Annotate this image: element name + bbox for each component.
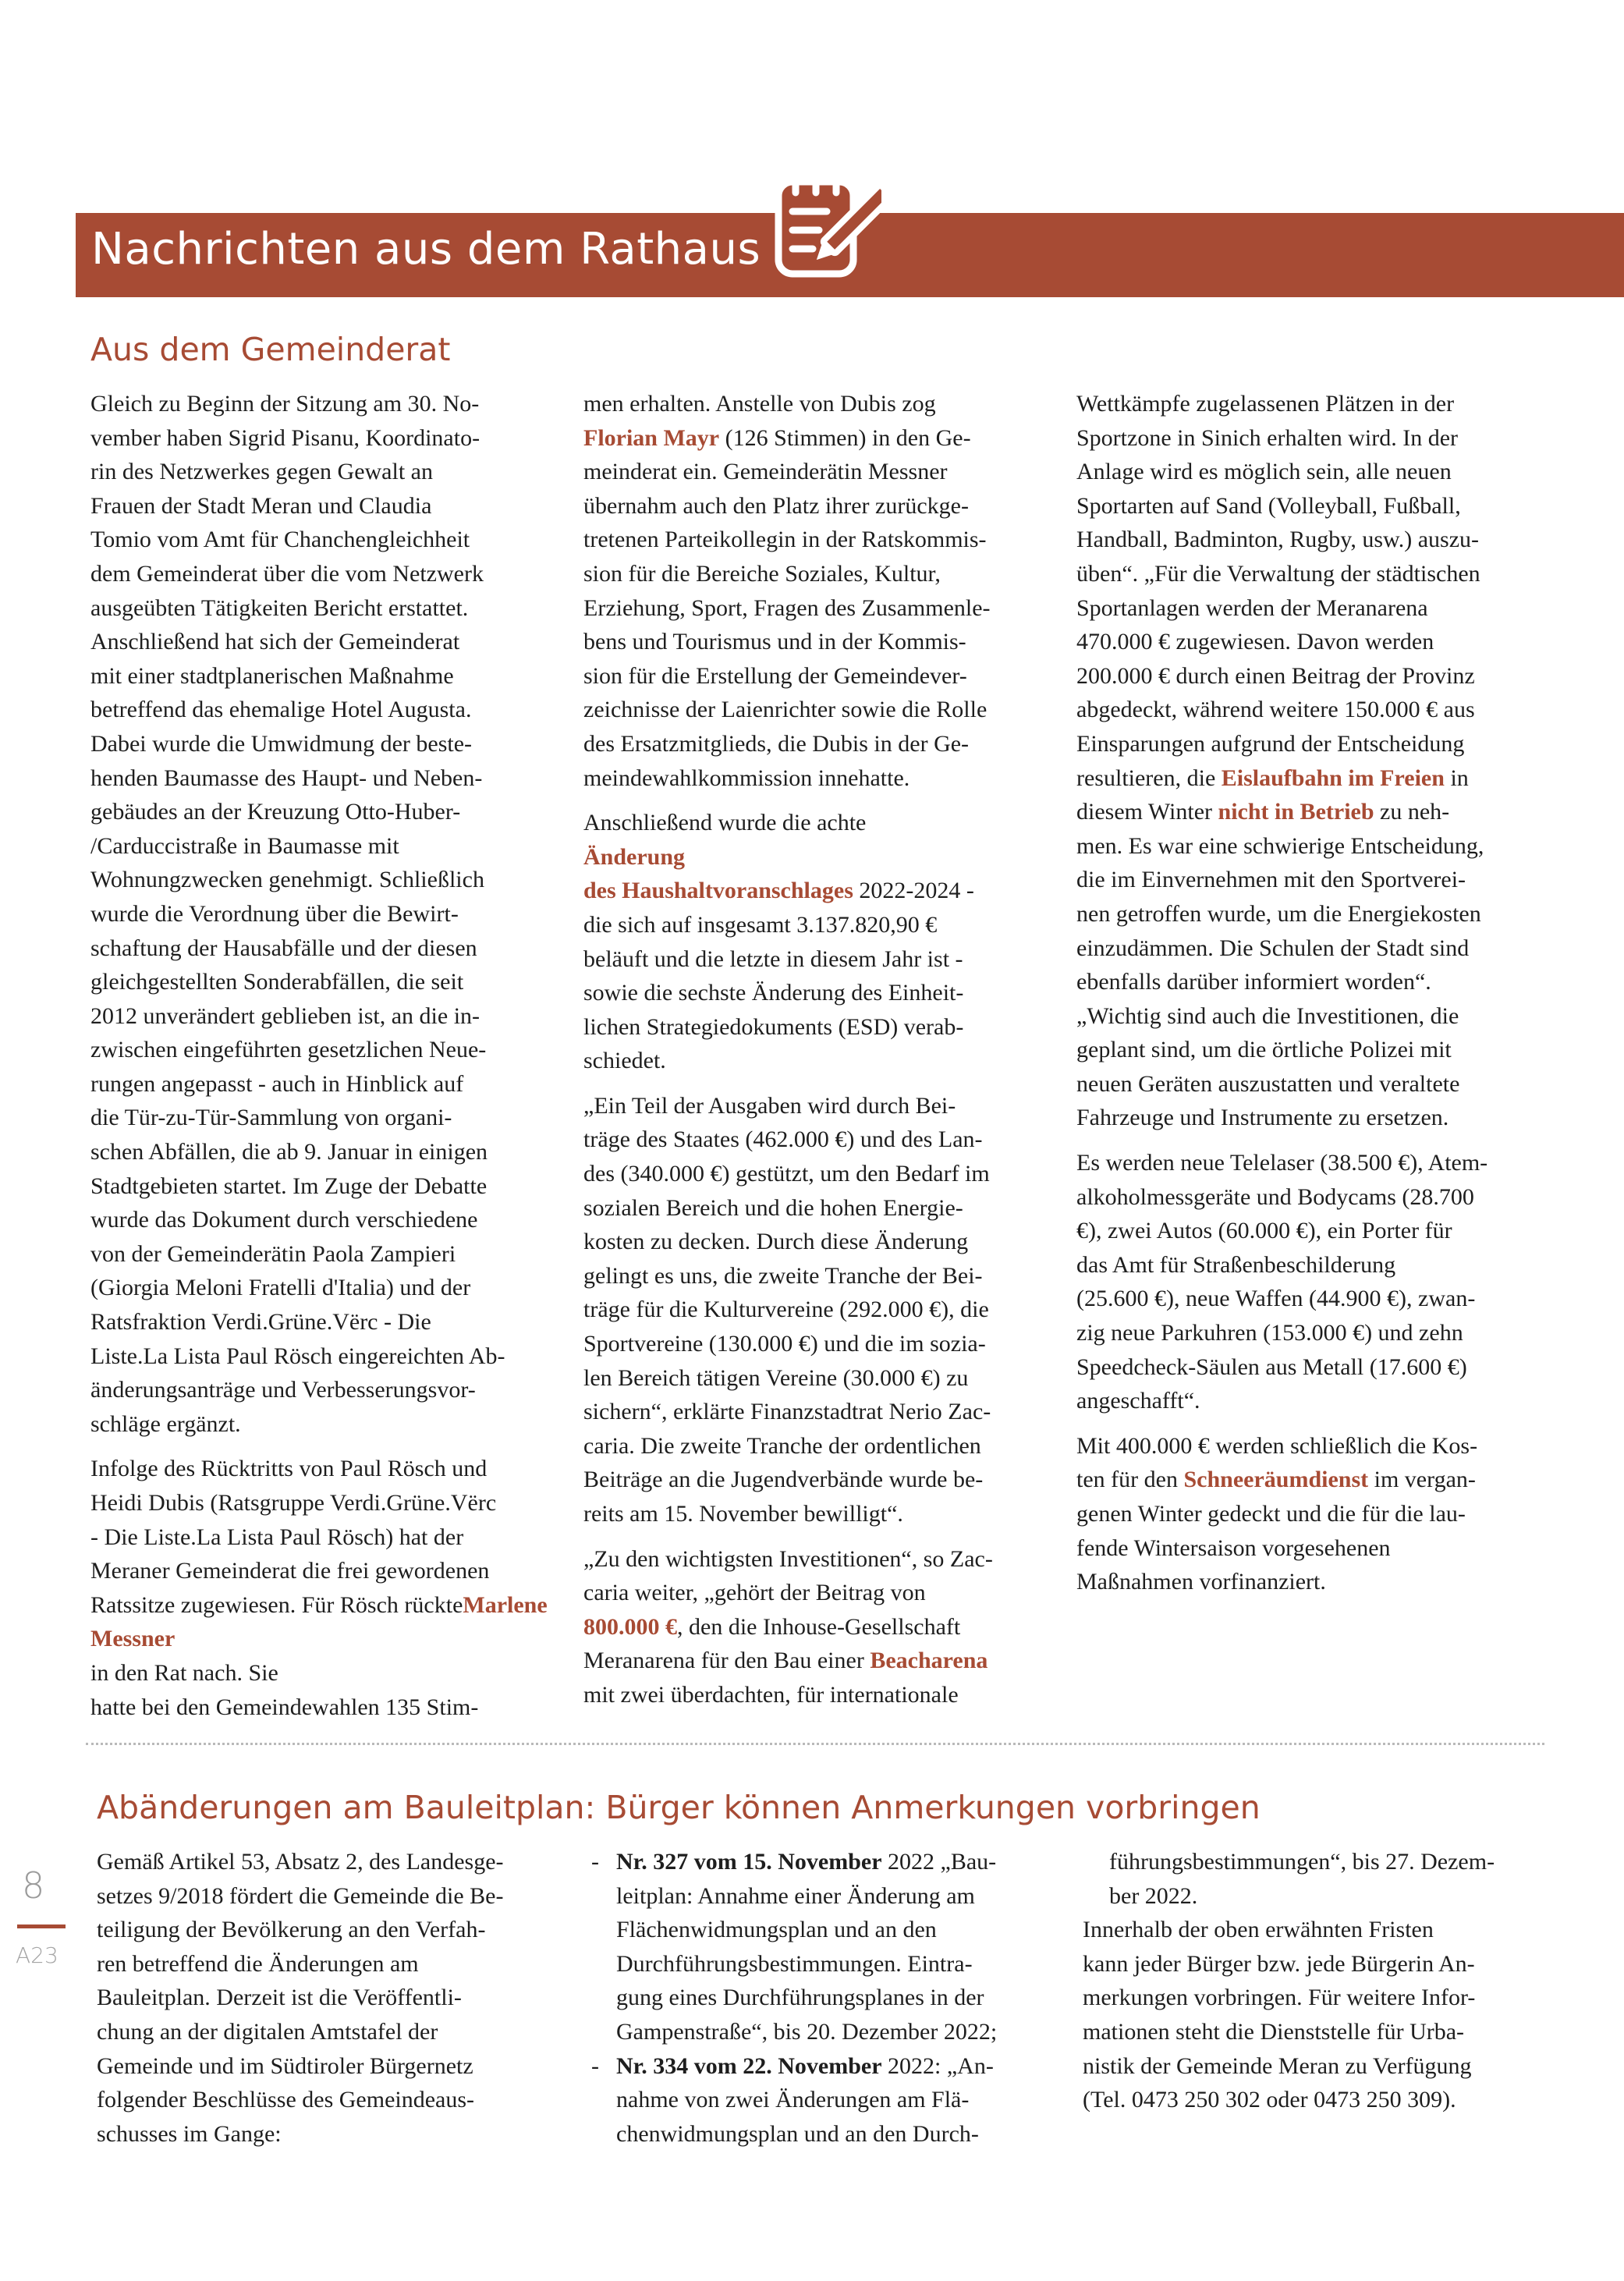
text-line: Gemeinde und im Südtiroler Bürgernetz [97,2052,473,2079]
highlighted-term: des Haushaltvoranschlages [583,878,853,904]
text-line: (Giorgia Meloni Fratelli d'Italia) und der [90,1275,471,1301]
text-line: nahme von zwei Änderungen am Flä- [616,2087,970,2113]
text-line: setzes 9/2018 fördert die Gemeinde die Be- [97,1882,504,1909]
text-line: angeschafft“. [1076,1388,1200,1414]
text-line: wurde die Verordnung über die Bewirt- [90,900,459,927]
article-column-2 [590,1845,1058,2151]
text-line: die im Einvernehmen mit den Sportverei- [1076,867,1466,893]
text-line: men. Es war eine schwierige Entscheidung, [1076,832,1484,859]
article-paragraph [97,1845,557,2151]
text-line: Meranarena für den Bau einer [583,1648,871,1674]
text-line: neuen Geräten auszustatten und veraltete [1076,1070,1460,1097]
text-line: Ratssitze zugewiesen. Für Rösch rückte [90,1591,463,1618]
text-line: mationen steht die Dienststelle für Urba- [1083,2018,1465,2045]
resolution-list-item [590,1845,1058,2049]
page-number: 8 [22,1864,45,1907]
article-paragraph [583,806,1045,1078]
resolution-list-item [590,2049,1058,2152]
section-divider [86,1743,1544,1745]
highlighted-term: Schneeräumdienst [1183,1467,1369,1493]
text-line: folgender Beschlüsse des Gemeindeaus- [97,2087,475,2113]
text-line: chenwidmungsplan und an den Durch- [616,2120,979,2147]
text-line: sowie die sechste Änderung des Einheit- [583,980,964,1006]
article-paragraph [1076,1146,1544,1418]
text-line: mit zwei überdachten, für internationale [583,1681,959,1708]
article-paragraph [1076,1429,1544,1599]
text-line: merkungen vorbringen. Für weitere Infor- [1083,1985,1476,2011]
text-line: abgedeckt, während weitere 150.000 € aus [1076,697,1475,723]
text-line: dem Gemeinderat über die vom Netzwerk [90,560,484,587]
text-line: Flächenwidmungsplan und an den [616,1917,937,1943]
text-line: die sich auf insgesamt 3.137.820,90 € [583,911,938,938]
text-line: mit einer stadtplanerischen Maßnahme [90,662,454,689]
text-line: kosten zu decken. Durch diese Änderung [583,1229,969,1255]
text-line: Beiträge an die Jugendverbände wurde be- [583,1467,984,1493]
text-line: ebenfalls darüber informiert worden“. [1076,969,1431,995]
text-line: Durchführungsbestimmungen. Eintra- [616,1950,973,1977]
text-line: - Die Liste.La Lista Paul Rösch) hat der [90,1524,464,1550]
text-line: Wohnungzwecken genehmigt. Schließlich [90,867,484,893]
text-line: Mit 400.000 € werden schließlich die Kos- [1076,1432,1478,1459]
text-line: im vergan- [1368,1467,1476,1493]
article-paragraph [1076,387,1544,1135]
text-line: übernahm auch den Platz ihrer zurückge- [583,492,969,519]
text-line: sichern“, erklärte Finanzstadtrat Nerio Zac- [583,1399,991,1425]
resolution-list-item-continued [1083,1845,1551,1913]
text-line: schusses im Gange: [97,2120,282,2147]
text-line: hatte bei den Gemeindewahlen 135 Stim- [90,1694,479,1720]
article-title: Aus dem Gemeinderat [90,331,451,368]
text-line: chung an der digitalen Amtstafel der [97,2018,438,2045]
text-line: , den die Inhouse-Gesellschaft [677,1613,961,1640]
text-line: Infolge des Rücktritts von Paul Rösch und [90,1456,488,1482]
text-line: Gleich zu Beginn der Sitzung am 30. No- [90,391,480,417]
text-line: des Ersatzmitglieds, die Dubis in der Ge- [583,730,970,757]
resolution-number: Nr. 334 vom 22. November [616,2052,882,2079]
text-line: die Tür-zu-Tür-Sammlung von organi- [90,1105,452,1131]
text-line: Anschließend hat sich der Gemeinderat [90,629,460,655]
highlighted-term: nicht in Betrieb [1218,799,1374,825]
article-title: Abänderungen am Bauleitplan: Bürger können Anmerkungen vorbringen [97,1789,1261,1826]
highlighted-term: Florian Mayr [583,424,720,451]
text-line: Wettkämpfe zugelassenen Plätzen in der [1076,391,1455,417]
text-line: len Bereich tätigen Vereine (30.000 €) zu [583,1364,969,1391]
highlighted-term: Marlene Messner [90,1591,548,1652]
text-line: men erhalten. Anstelle von Dubis zog [583,391,936,417]
text-line: fende Wintersaison vorgesehenen [1076,1534,1391,1561]
text-line: sion für die Bereiche Soziales, Kultur, [583,560,941,587]
article-column-1 [90,387,560,1724]
text-line: gebäudes an der Kreuzung Otto-Huber- [90,799,461,825]
page-code: A23 [16,1942,59,1968]
text-line: Gampenstraße“, bis 20. Dezember 2022; [616,2018,998,2045]
article-column-3 [1083,1845,1551,2117]
text-line: einzudämmen. Die Schulen der Stadt sind [1076,935,1470,961]
highlighted-term: 800.000 € [583,1613,677,1640]
text-line: 470.000 € zugewiesen. Davon werden [1076,629,1434,655]
text-line: Einsparungen aufgrund der Entscheidung [1076,730,1465,757]
text-line: Meraner Gemeinderat die frei gewordenen [90,1558,490,1584]
text-line: zu neh- [1374,799,1450,825]
text-line: 2022: „An- [881,2052,994,2079]
text-line: (Tel. 0473 250 302 oder 0473 250 309). [1083,2087,1456,2113]
text-line: Sportvereine (130.000 €) und die im sozia- [583,1331,986,1357]
article-paragraph [583,1089,1045,1531]
text-line: kann jeder Bürger bzw. jede Bürgerin An- [1083,1950,1475,1977]
text-line: schiedet. [583,1048,666,1074]
text-line: „Ein Teil der Ausgaben wird durch Bei- [583,1092,956,1119]
text-line: Maßnahmen vorfinanziert. [1076,1569,1326,1595]
text-line: bens und Tourismus und in der Kommis- [583,629,966,655]
text-line: üben“. „Für die Verwaltung der städtischen [1076,560,1480,587]
text-line: zwischen eingeführten gesetzlichen Neue- [90,1037,487,1063]
text-line: Bauleitplan. Derzeit ist die Veröffentli- [97,1985,462,2011]
text-line: ausgeübten Tätigkeiten Bericht erstattet. [90,594,469,621]
article-paragraph [583,387,1045,795]
text-line: Es werden neue Telelaser (38.500 €), Atem- [1076,1150,1488,1176]
text-line: sozialen Bereich und die hohen Energie- [583,1194,963,1221]
text-line: sion für die Erstellung der Gemeindever- [583,662,967,689]
text-line: „Zu den wichtigsten Investitionen“, so Zac- [583,1545,993,1572]
text-line: zig neue Parkuhren (153.000 €) und zehn [1076,1320,1463,1346]
text-line: des (340.000 €) gestützt, um den Bedarf im [583,1161,990,1187]
text-line: (25.600 €), neue Waffen (44.900 €), zwan- [1076,1286,1476,1312]
text-line: Innerhalb der oben erwähnten Fristen [1083,1917,1434,1943]
text-line: führungsbestimmungen“, bis 27. Dezem- [1109,1849,1495,1875]
text-line: gung eines Durchführungsplanes in der [616,1985,984,2011]
highlighted-term: Änderung [583,843,686,870]
text-line: Gemäß Artikel 53, Absatz 2, des Landesge- [97,1849,504,1875]
text-line: schen Abfällen, die ab 9. Januar in einigen [90,1139,488,1165]
text-line: Handball, Badminton, Rugby, usw.) auszu- [1076,527,1480,553]
text-line: „Wichtig sind auch die Investitionen, die [1076,1002,1459,1029]
text-line: träge für die Kulturvereine (292.000 €), die [583,1297,989,1323]
text-line: gleichgestellten Sonderabfällen, die seit [90,969,464,995]
text-line: diesem Winter [1076,799,1218,825]
text-line: nistik der Gemeinde Meran zu Verfügung [1083,2052,1472,2079]
text-line: betreffend das ehemalige Hotel Augusta. [90,697,472,723]
text-line: Stadtgebieten startet. Im Zuge der Debatte [90,1172,488,1199]
text-line: 2012 unverändert geblieben ist, an die in- [90,1002,480,1029]
text-line: Heidi Dubis (Ratsgruppe Verdi.Grüne.Vërc [90,1490,497,1516]
text-line: Fahrzeuge und Instrumente zu ersetzen. [1076,1105,1449,1131]
text-line: gelingt es uns, die zweite Tranche der Bei- [583,1262,983,1289]
article-column-1 [97,1845,557,2151]
text-line: geplant sind, um die örtliche Polizei mit [1076,1037,1452,1063]
article-paragraph [583,1542,1045,1712]
text-line: Sportarten auf Sand (Volleyball, Fußball, [1076,492,1461,519]
page-number-rule [17,1924,66,1928]
article-paragraph [90,387,560,1441]
text-line: ren betreffend die Änderungen am [97,1950,419,1977]
notepad-pencil-icon [764,160,881,285]
text-line: ber 2022. [1109,1882,1198,1909]
text-line: wurde das Dokument durch verschiedene [90,1207,478,1233]
text-line: Erziehung, Sport, Fragen des Zusammenle- [583,594,991,621]
text-line: Sportanlagen werden der Meranarena [1076,594,1428,621]
text-line: Liste.La Lista Paul Rösch eingereichten Ab- [90,1343,505,1369]
text-line: teiligung der Bevölkerung an den Verfah- [97,1917,486,1943]
text-line: 2022-2024 - [853,878,974,904]
text-line: rungen angepasst - auch in Hinblick auf [90,1070,464,1097]
text-line: (126 Stimmen) in den Ge- [719,424,971,451]
text-line: nen getroffen wurde, um die Energiekosten [1076,900,1481,927]
text-line: caria. Die zweite Tranche der ordentlichen [583,1432,981,1459]
text-line: zeichnisse der Laienrichter sowie die Rolle [583,697,988,723]
text-line: änderungsanträge und Verbesserungsvor- [90,1377,476,1403]
text-line: Frauen der Stadt Meran und Claudia [90,492,432,519]
text-line: /Carduccistraße in Baumasse mit [90,832,399,859]
text-line: €), zwei Autos (60.000 €), ein Porter für [1076,1218,1452,1244]
text-line: Tomio vom Amt für Chanchengleichheit [90,527,470,553]
text-line: in [1444,764,1469,791]
text-line: Anlage wird es möglich sein, alle neuen [1076,459,1452,485]
text-line: das Amt für Straßenbeschilderung [1076,1251,1396,1278]
text-line: Ratsfraktion Verdi.Grüne.Vërc - Die [90,1309,431,1336]
text-line: lichen Strategiedokuments (ESD) verab- [583,1013,964,1040]
text-line: Dabei wurde die Umwidmung der beste- [90,730,473,757]
text-line: schaftung der Hausabfälle und der diesen [90,935,477,961]
text-line: resultieren, die [1076,764,1222,791]
text-line: Anschließend wurde die achte [583,810,867,836]
text-line: tretenen Parteikollegin in der Ratskommis- [583,527,987,553]
highlighted-term: Beacharena [870,1648,988,1674]
text-line: alkoholmessgeräte und Bodycams (28.700 [1076,1183,1474,1210]
section-header-title: Nachrichten aus dem Rathaus [91,224,761,275]
article-column-2 [583,387,1045,1712]
text-line: träge des Staates (462.000 €) und des Lan- [583,1126,983,1153]
resolution-list [590,1845,1058,2151]
text-line: reits am 15. November bewilligt“. [583,1501,903,1527]
text-line: 2022 „Bau- [881,1849,997,1875]
text-line: schläge ergänzt. [90,1410,241,1437]
article-paragraph [90,1452,560,1724]
text-line: caria weiter, „gehört der Beitrag von [583,1580,926,1606]
text-line: 200.000 € durch einen Beitrag der Provinz [1076,662,1475,689]
text-line: meindewahlkommission innehatte. [583,764,910,791]
text-line: von der Gemeinderätin Paola Zampieri [90,1240,456,1267]
text-line: in den Rat nach. Sie [90,1659,278,1686]
text-line: beläuft und die letzte in diesem Jahr ist - [583,945,963,972]
text-line: vember haben Sigrid Pisanu, Koordinato- [90,424,480,451]
text-line: meinderat ein. Gemeinderätin Messner [583,459,948,485]
text-line: leitplan: Annahme einer Änderung am [616,1882,975,1909]
text-line: Speedcheck-Säulen aus Metall (17.600 €) [1076,1353,1467,1380]
text-line: genen Winter gedeckt und die für die lau- [1076,1501,1466,1527]
article-column-3 [1076,387,1544,1599]
text-line: henden Baumasse des Haupt- und Neben- [90,764,483,791]
text-line: rin des Netzwerkes gegen Gewalt an [90,459,433,485]
article-paragraph [1083,1913,1551,2117]
text-line: ten für den [1076,1467,1184,1493]
text-line: Sportzone in Sinich erhalten wird. In der [1076,424,1459,451]
resolution-number: Nr. 327 vom 15. November [616,1849,882,1875]
highlighted-term: Eislaufbahn im Freien [1221,764,1445,791]
